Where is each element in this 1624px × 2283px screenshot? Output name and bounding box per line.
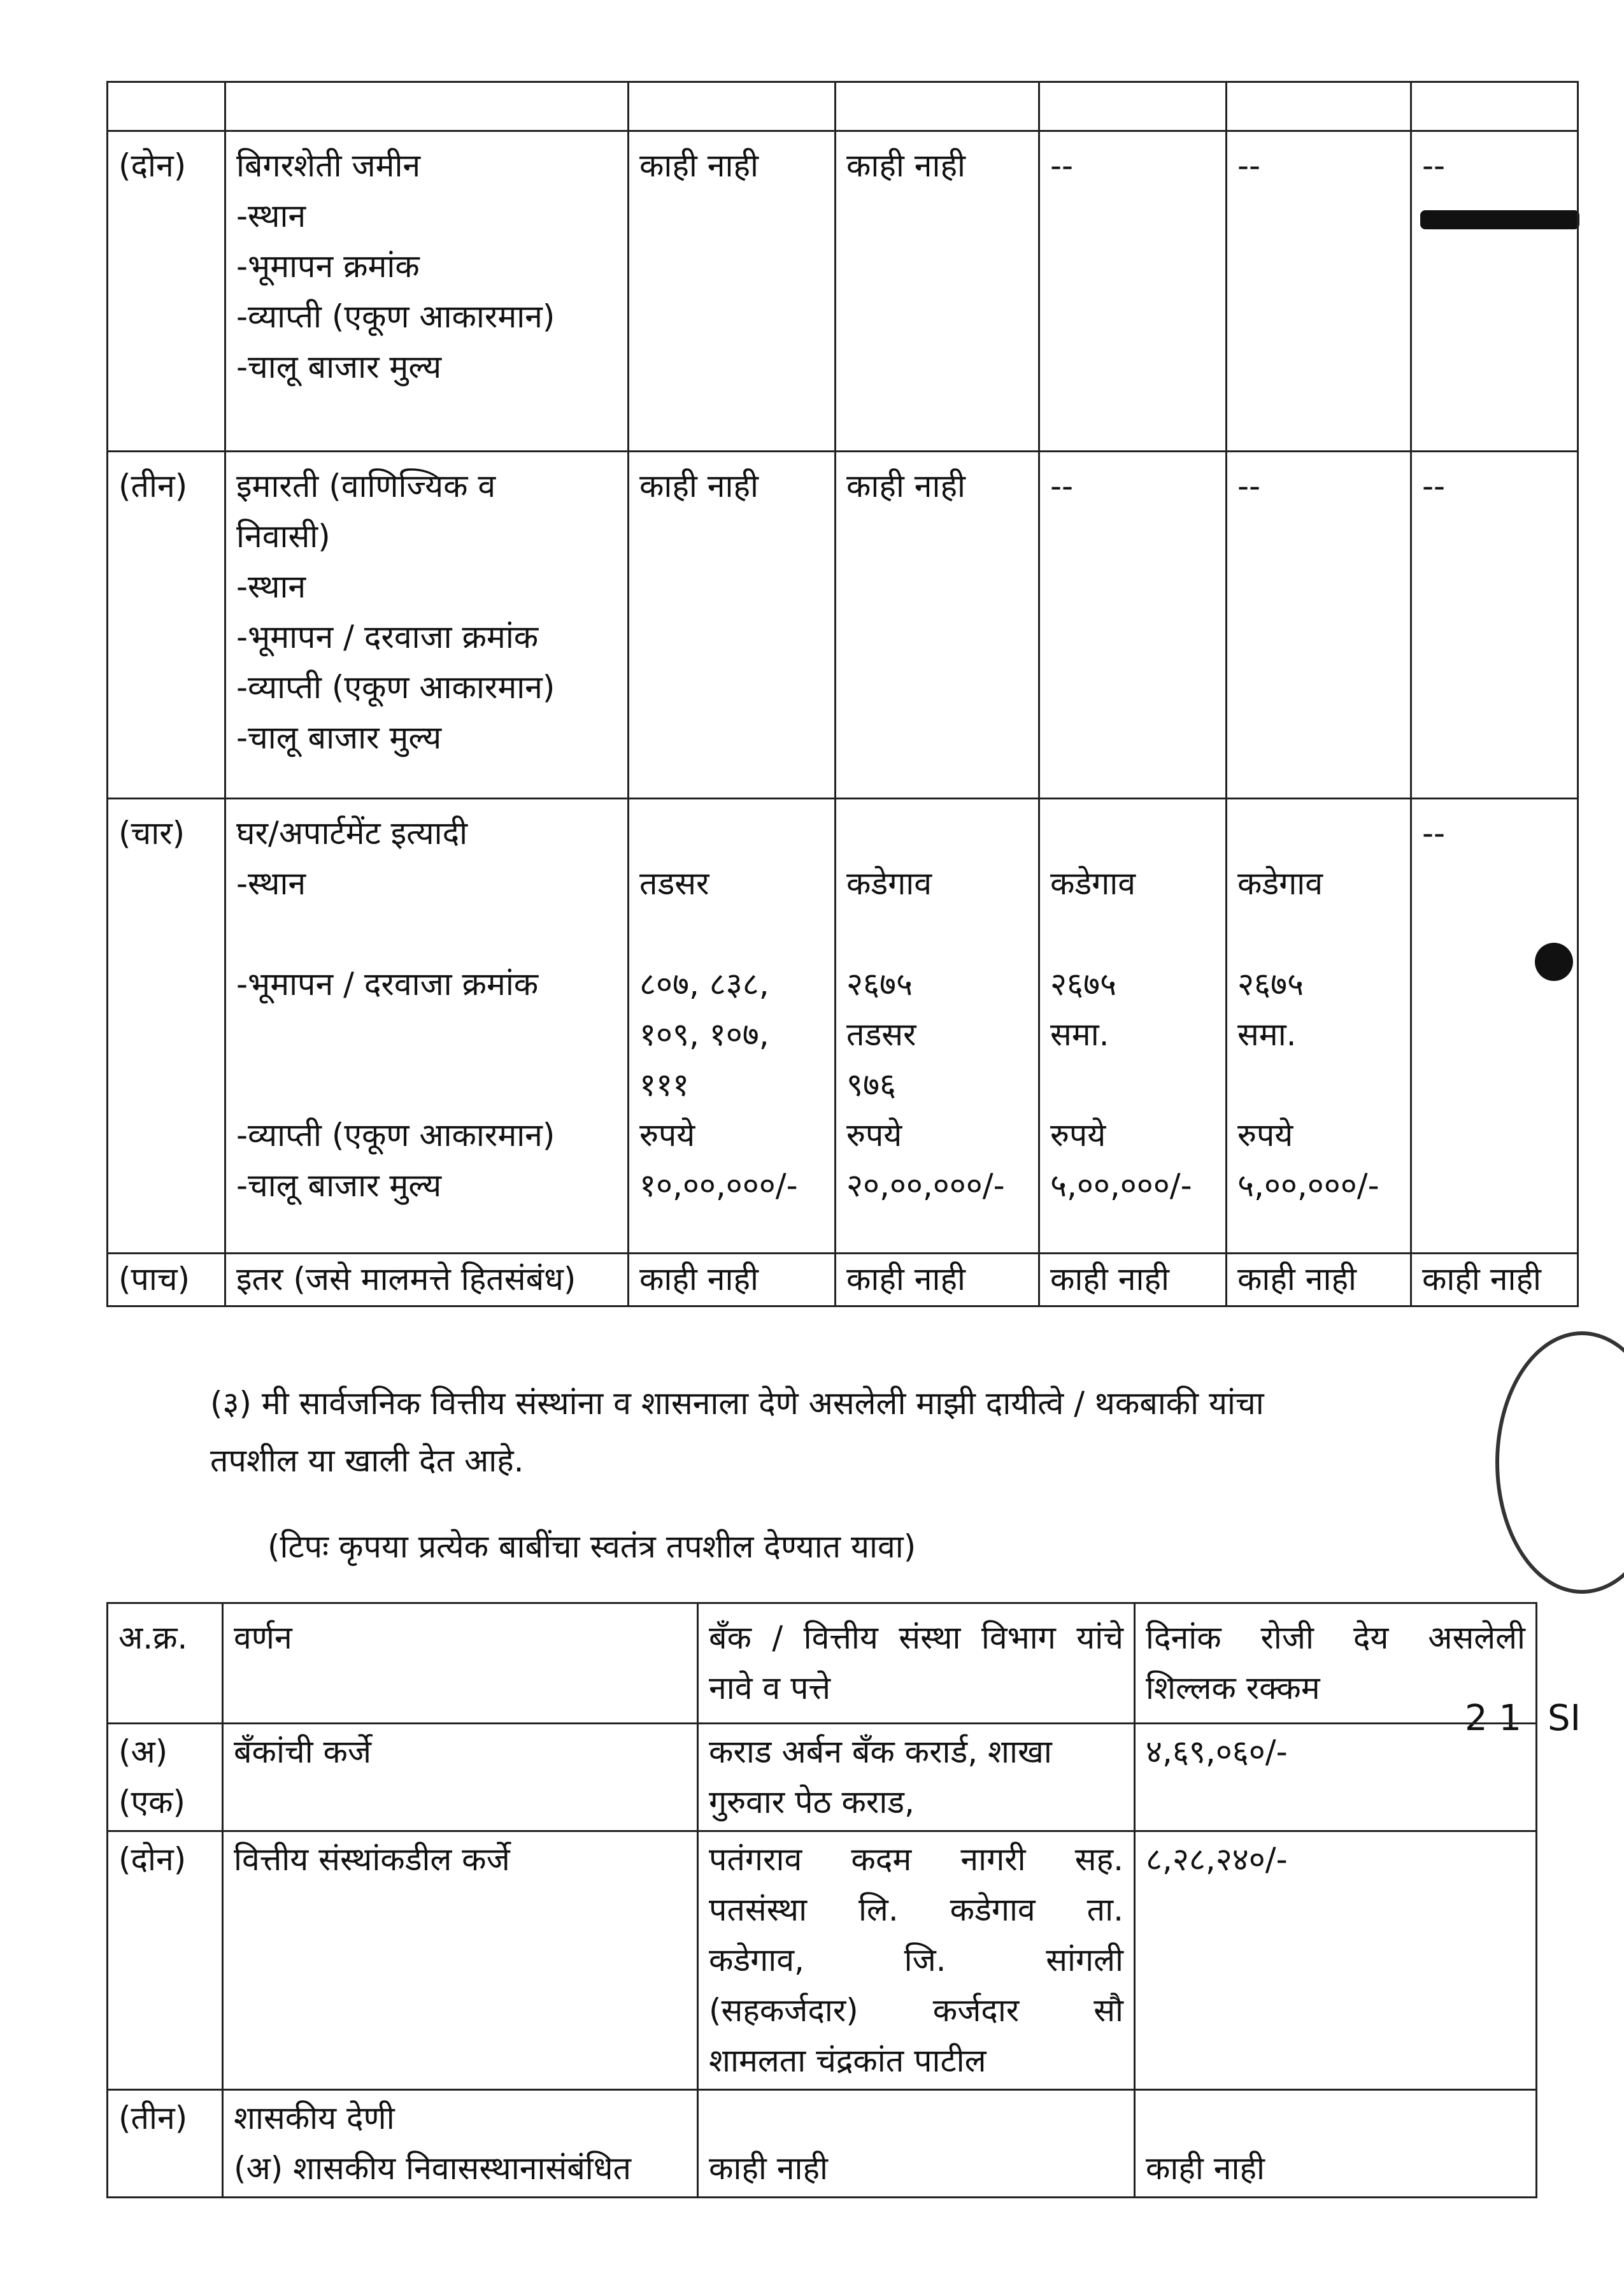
cell-line: --	[1050, 468, 1074, 505]
liability-description	[223, 1831, 698, 2090]
liability-description	[223, 1724, 698, 1831]
cell-line: --	[1422, 815, 1446, 852]
cell-line	[1050, 808, 1215, 859]
cell-line: वित्तीय संस्थांकडील कर्जे	[234, 1841, 510, 1878]
asset-value-cell	[836, 131, 1039, 452]
cell-line: कडेगाव, जि. सांगली	[709, 1942, 1123, 1979]
asset-value-cell	[1227, 452, 1411, 799]
notary-stamp	[1495, 1331, 1624, 1594]
outstanding-amount	[1135, 1831, 1537, 2090]
cell-line: काही नाही	[1237, 1261, 1357, 1298]
bank-name-address	[698, 2090, 1135, 2198]
cell-line: समा.	[1050, 1016, 1109, 1053]
cell-line	[1237, 1060, 1400, 1110]
cell-line	[236, 1010, 617, 1060]
row-number	[108, 452, 225, 799]
row-number	[108, 131, 225, 452]
asset-value-cell	[1227, 799, 1411, 1254]
cell-line: २६७५	[846, 966, 913, 1003]
cell-line: कडेगाव	[1050, 865, 1136, 902]
cell-line: कराड अर्बन बँक करार्ड, शाखा	[709, 1733, 1052, 1770]
cell-line: --	[1050, 147, 1074, 184]
row-number	[108, 1831, 223, 2090]
cell-line: --	[1237, 468, 1261, 505]
cell-line: काही नाही	[846, 468, 965, 505]
side-mark: SI	[1548, 1698, 1581, 1739]
cell-line: -व्याप्ती (एकूण आकारमान)	[236, 1117, 555, 1154]
row-number-label: (दोन)	[118, 147, 187, 184]
cell-line: घर/अपार्टमेंट इत्यादी	[236, 815, 468, 852]
cell-line: -चालू बाजार मुल्य	[236, 348, 442, 385]
cell-line: काही नाही	[709, 2150, 828, 2187]
cell-line: -भूमापन / दरवाजा क्रमांक	[236, 966, 539, 1003]
cell-line	[1237, 808, 1400, 859]
header-amount: दिनांक रोजी देय असलेली शिल्लक रक्कम	[1146, 1619, 1525, 1707]
cell-line	[1146, 2093, 1525, 2143]
asset-value-cell	[1411, 131, 1578, 452]
cell-line: १०,००,०००/-	[639, 1167, 798, 1204]
cell-line: तडसर	[846, 1016, 916, 1053]
table-row	[108, 452, 1578, 799]
cell-line: --	[1422, 147, 1446, 184]
cell-line: -चालू बाजार मुल्य	[236, 1167, 442, 1204]
cell-line: समा.	[1237, 1016, 1297, 1053]
liability-description	[223, 2090, 698, 2198]
cell-line: काही नाही	[639, 1261, 759, 1298]
cell-line: बिगरशेती जमीन	[236, 147, 421, 184]
cell-line: (तीन)	[118, 2100, 188, 2136]
cell-line: --	[1237, 147, 1261, 184]
bank-name-address	[698, 1831, 1135, 2090]
asset-value-cell	[836, 799, 1039, 1254]
cell-line: निवासी)	[236, 518, 331, 555]
header-bank: बँक / वित्तीय संस्था विभाग यांचे नावे व पत्ते	[709, 1619, 1123, 1707]
asset-value-cell	[1039, 799, 1227, 1254]
cell-line: तडसर	[639, 865, 709, 902]
cell-line: कडेगाव	[1237, 865, 1323, 902]
cell-line: ८,२८,२४०/-	[1146, 1841, 1288, 1878]
cell-line: (दोन)	[118, 1841, 187, 1878]
cell-line	[639, 909, 824, 959]
table-header-row	[108, 1603, 1537, 1724]
cell-line: (अ) शासकीय निवासस्थानासंबंधित	[234, 2150, 631, 2187]
cell-line	[846, 909, 1028, 959]
cell-line: काही नाही	[846, 147, 965, 184]
asset-value-cell	[1411, 1254, 1578, 1306]
asset-value-cell	[1039, 131, 1227, 452]
asset-value-cell	[836, 1254, 1039, 1306]
cell-line: रुपये	[1237, 1117, 1293, 1154]
table-row-header	[108, 82, 1578, 131]
cell-line: शामलता चंद्रकांत पाटील	[709, 2042, 987, 2079]
cell-line: -व्याप्ती (एकूण आकारमान)	[236, 669, 555, 706]
assets-table	[106, 81, 1579, 1307]
table-row	[108, 1831, 1537, 2090]
row-number	[108, 1724, 223, 1831]
asset-value-cell	[1227, 131, 1411, 452]
cell-line: (अ)	[118, 1733, 168, 1770]
cell-line: -स्थान	[236, 568, 306, 605]
cell-line: ५,००,०००/-	[1050, 1167, 1192, 1204]
row-number-label: (पाच)	[118, 1261, 190, 1298]
cell-line	[639, 808, 824, 859]
asset-value-cell	[1039, 452, 1227, 799]
cell-line: काही नाही	[1146, 2150, 1265, 2187]
liabilities-intro-line1: (३) मी सार्वजनिक वित्तीय संस्थांना व शासनाला देणे असलेली माझी दायीत्वे / थकबाकी यांचा	[210, 1385, 1264, 1422]
outstanding-amount	[1135, 1724, 1537, 1831]
cell-line: काही नाही	[1422, 1261, 1541, 1298]
asset-value-cell	[629, 799, 836, 1254]
row-number	[108, 799, 225, 1254]
cell-line: कडेगाव	[846, 865, 932, 902]
liabilities-table	[106, 1602, 1537, 2198]
asset-description	[225, 131, 629, 452]
row-number	[108, 2090, 223, 2198]
outstanding-amount	[1135, 2090, 1537, 2198]
asset-description	[225, 799, 629, 1254]
cell-line: -भूमापन / दरवाजा क्रमांक	[236, 619, 539, 655]
cell-line: काही नाही	[1050, 1261, 1169, 1298]
asset-value-cell	[1227, 1254, 1411, 1306]
header-serial: अ.क्र.	[118, 1619, 188, 1656]
page-mark: 2 1	[1465, 1698, 1522, 1739]
row-number	[108, 1254, 225, 1306]
cell-line: ८०७, ८३८,	[639, 966, 769, 1003]
cell-line: बँकांची कर्जे	[234, 1733, 371, 1770]
row-number-label: (तीन)	[118, 468, 188, 505]
cell-line: --	[1422, 468, 1446, 505]
cell-line	[1050, 1060, 1215, 1110]
cell-line: रुपये	[1050, 1117, 1106, 1154]
cell-line	[1237, 909, 1400, 959]
asset-value-cell	[1411, 799, 1578, 1254]
cell-line: ९७६	[846, 1066, 896, 1103]
cell-line	[236, 909, 617, 959]
cell-line: (एक)	[118, 1784, 186, 1821]
cell-line: २०,००,०००/-	[846, 1167, 1005, 1204]
bank-name-address	[698, 1724, 1135, 1831]
header-description: वर्णन	[234, 1619, 292, 1656]
cell-line: १११	[639, 1066, 689, 1103]
cell-line: -चालू बाजार मुल्य	[236, 719, 442, 756]
cell-line: -भूमापन क्रमांक	[236, 248, 420, 285]
cell-line: २६७५	[1050, 966, 1116, 1003]
table-row	[108, 799, 1578, 1254]
cell-line: ५,००,०००/-	[1237, 1167, 1379, 1204]
cell-line: २६७५	[1237, 966, 1304, 1003]
cell-line: १०९, १०७,	[639, 1016, 769, 1053]
table-row	[108, 1254, 1578, 1306]
asset-description	[225, 452, 629, 799]
cell-line: -स्थान	[236, 865, 306, 902]
cell-line: इमारती (वाणिज्यिक व	[236, 468, 496, 505]
cell-line: पतसंस्था लि. कडेगाव ता.	[709, 1891, 1123, 1928]
cell-line	[236, 1060, 617, 1110]
asset-description	[225, 1254, 629, 1306]
table-row	[108, 1724, 1537, 1831]
row-number-label: (चार)	[118, 815, 185, 852]
asset-value-cell	[1411, 452, 1578, 799]
cell-line: पतंगराव कदम नागरी सह.	[709, 1841, 1123, 1878]
cell-line	[1050, 909, 1215, 959]
asset-value-cell	[629, 452, 836, 799]
cell-line: रुपये	[846, 1117, 902, 1154]
asset-value-cell	[629, 1254, 836, 1306]
cell-line: गुरुवार पेठ कराड,	[709, 1784, 915, 1821]
table-row	[108, 2090, 1537, 2198]
asset-value-cell	[1039, 1254, 1227, 1306]
cell-line: (सहकर्जदार) कर्जदार सौ	[709, 1992, 1123, 2029]
cell-line	[709, 2093, 1123, 2143]
cell-line: काही नाही	[846, 1261, 965, 1298]
cell-line: काही नाही	[639, 147, 759, 184]
cell-line: काही नाही	[639, 468, 759, 505]
liabilities-intro-line2: तपशील या खाली देत आहे.	[210, 1442, 524, 1479]
table-row	[108, 131, 1578, 452]
cell-line: ४,६९,०६०/-	[1146, 1733, 1288, 1770]
cell-line: -व्याप्ती (एकूण आकारमान)	[236, 298, 555, 335]
liabilities-tip: (टिपः कृपया प्रत्येक बाबींचा स्वतंत्र तपशील देण्यात यावा)	[267, 1528, 916, 1565]
cell-line: रुपये	[639, 1117, 695, 1154]
cell-line: शासकीय देणी	[234, 2100, 395, 2136]
asset-value-cell	[629, 131, 836, 452]
cell-line: -स्थान	[236, 197, 306, 234]
cell-line: इतर (जसे मालमत्ते हितसंबंध)	[236, 1261, 576, 1298]
asset-value-cell	[836, 452, 1039, 799]
cell-line	[846, 808, 1028, 859]
